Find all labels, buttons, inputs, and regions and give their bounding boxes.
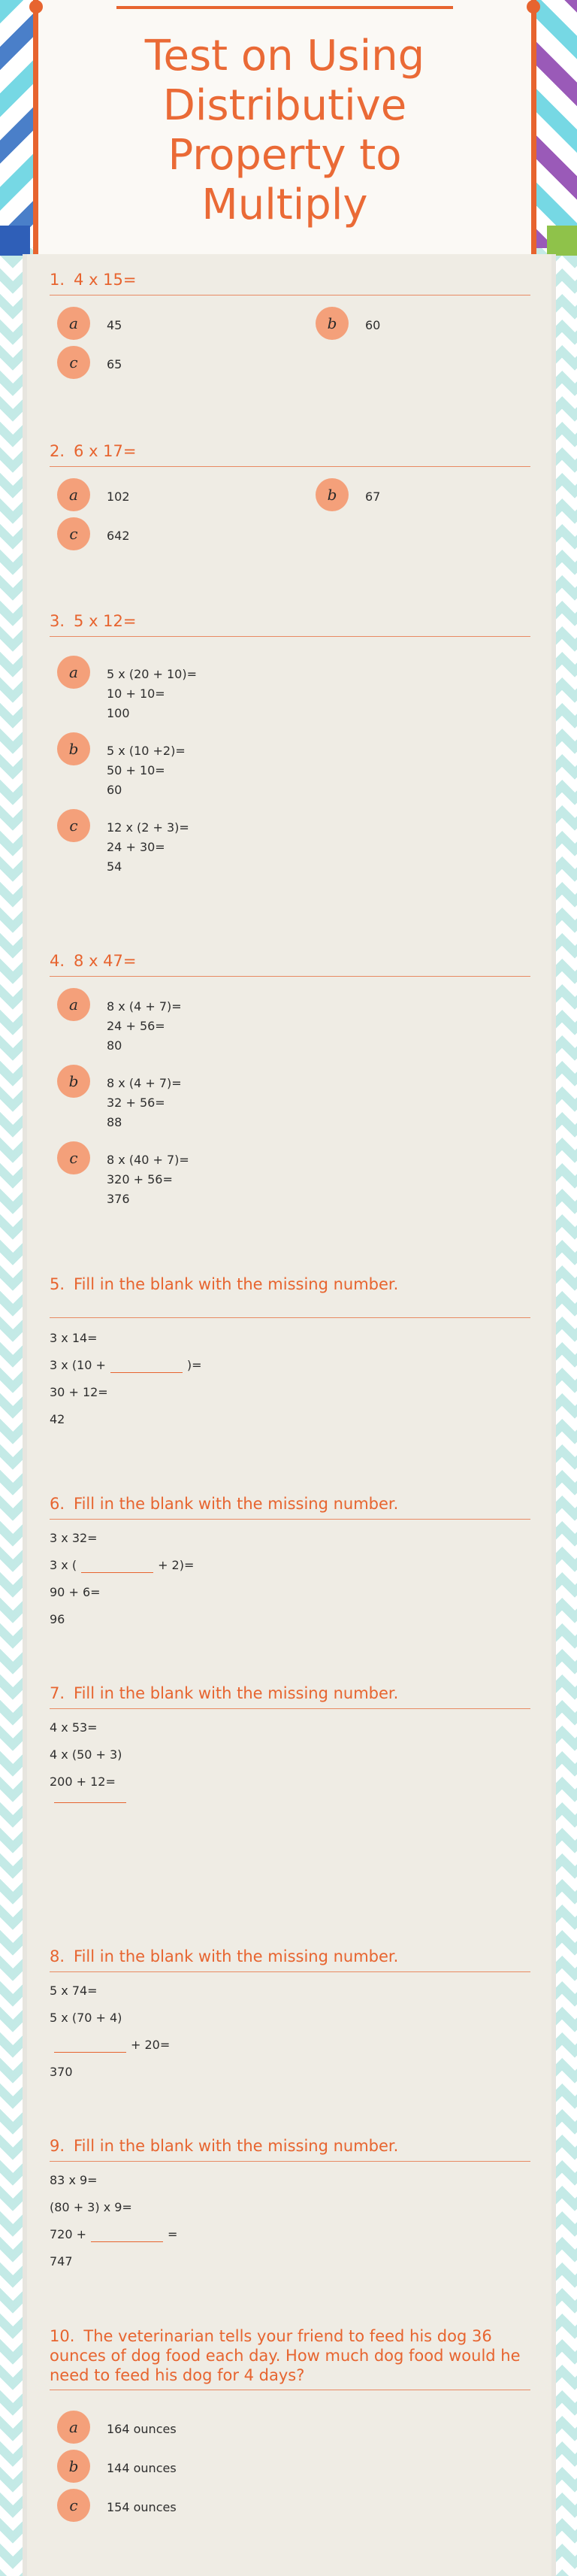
line-text: 5 x (70 + 4) bbox=[50, 2011, 122, 2025]
fill-in-blank[interactable] bbox=[54, 1796, 126, 1803]
question-3 bbox=[50, 611, 530, 874]
question-title bbox=[50, 269, 530, 295]
option-text: 45 bbox=[107, 318, 122, 332]
option-text: 164 ounces bbox=[107, 2422, 177, 2436]
option-letter-badge: b bbox=[57, 1065, 90, 1098]
option-text: 5 x (20 + 10)= 10 + 10= 100 bbox=[107, 667, 198, 720]
line-text: 4 x (50 + 3) bbox=[50, 1747, 122, 1762]
question-4 bbox=[50, 950, 530, 1206]
option-text: 8 x (4 + 7)= 32 + 56= 88 bbox=[107, 1076, 182, 1129]
question-title bbox=[50, 611, 530, 637]
work-line bbox=[50, 1406, 202, 1433]
work-line bbox=[50, 2194, 177, 2221]
line-text: 3 x (10 + bbox=[50, 1358, 106, 1372]
work-lines bbox=[50, 1525, 194, 1633]
line-text: 200 + 12= bbox=[50, 1774, 116, 1789]
line-text: 720 + bbox=[50, 2227, 87, 2241]
question-number: 8. bbox=[50, 1947, 65, 1965]
work-line bbox=[50, 1525, 194, 1552]
question-text: 4 x 15= bbox=[74, 271, 137, 289]
work-line bbox=[50, 1977, 170, 2005]
option-letter-badge: c bbox=[57, 809, 90, 842]
title-header bbox=[33, 0, 536, 256]
question-text: Fill in the blank with the missing number. bbox=[74, 2137, 399, 2155]
option-text: 154 ounces bbox=[107, 2500, 177, 2514]
work-line bbox=[50, 1325, 202, 1352]
option-letter-badge: a bbox=[57, 2411, 90, 2444]
line-text: 3 x 14= bbox=[50, 1331, 98, 1345]
line-text: 42 bbox=[50, 1412, 65, 1426]
line-text: + 2)= bbox=[158, 1558, 195, 1572]
work-line bbox=[50, 2032, 170, 2059]
question-number: 1. bbox=[50, 271, 65, 289]
work-line bbox=[50, 2221, 177, 2248]
question-number: 4. bbox=[50, 952, 65, 970]
line-text: 30 + 12= bbox=[50, 1385, 108, 1399]
fill-in-blank[interactable] bbox=[110, 1359, 183, 1373]
question-title bbox=[50, 1274, 530, 1318]
question-title bbox=[50, 2326, 530, 2390]
work-line bbox=[50, 1606, 194, 1633]
worksheet-paper bbox=[27, 254, 551, 2576]
question-number: 3. bbox=[50, 612, 65, 630]
question-1 bbox=[50, 269, 530, 371]
question-10 bbox=[50, 2326, 530, 2514]
work-line bbox=[50, 1768, 126, 1796]
question-text: 5 x 12= bbox=[74, 612, 137, 630]
fill-in-blank[interactable] bbox=[81, 1559, 153, 1573]
question-title bbox=[50, 2135, 530, 2162]
question-text: Fill in the blank with the missing number. bbox=[74, 1275, 399, 1293]
option-text: 67 bbox=[365, 489, 381, 504]
header-knob-right bbox=[527, 0, 540, 14]
line-text: 5 x 74= bbox=[50, 1984, 98, 1998]
option-letter-badge: b bbox=[57, 2450, 90, 2483]
line-text: 83 x 9= bbox=[50, 2173, 98, 2187]
question-text: Fill in the blank with the missing number. bbox=[74, 1684, 399, 1702]
option-text: 8 x (40 + 7)= 320 + 56= 376 bbox=[107, 1153, 189, 1206]
corner-accent-right bbox=[547, 226, 577, 256]
option-letter-badge: c bbox=[57, 346, 90, 379]
option-letter-badge: a bbox=[57, 478, 90, 511]
question-8 bbox=[50, 1946, 530, 2079]
line-text: + 20= bbox=[131, 2038, 171, 2052]
corner-accent-left bbox=[0, 226, 30, 256]
work-lines bbox=[50, 1325, 202, 1433]
option-text: 5 x (10 +2)= 50 + 10= 60 bbox=[107, 744, 186, 797]
option-text: 8 x (4 + 7)= 24 + 56= 80 bbox=[107, 999, 182, 1053]
option-letter-badge: c bbox=[57, 2489, 90, 2522]
line-text: 3 x 32= bbox=[50, 1531, 98, 1545]
header-rule bbox=[116, 6, 453, 9]
option-letter-badge: b bbox=[316, 307, 349, 340]
question-title bbox=[50, 950, 530, 977]
line-text: 370 bbox=[50, 2065, 73, 2079]
question-6 bbox=[50, 1493, 530, 1626]
line-text: )= bbox=[186, 1358, 202, 1372]
option-text: 144 ounces bbox=[107, 2461, 177, 2475]
work-line bbox=[50, 1714, 126, 1741]
question-number: 6. bbox=[50, 1495, 65, 1513]
option-text: 65 bbox=[107, 357, 122, 371]
question-title bbox=[50, 1493, 530, 1520]
option-text: 60 bbox=[365, 318, 381, 332]
line-text: 3 x ( bbox=[50, 1558, 77, 1572]
question-7 bbox=[50, 1683, 530, 1789]
work-line bbox=[50, 2059, 170, 2086]
work-lines bbox=[50, 1977, 170, 2086]
question-text: The veterinarian tells your friend to feed his dog 36 ounces of dog food each day. How much dog food would he need to feed his dog for 4 days? bbox=[50, 2327, 521, 2384]
question-text: 8 x 47= bbox=[74, 952, 137, 970]
work-line bbox=[50, 1352, 202, 1379]
option-letter-badge: c bbox=[57, 517, 90, 550]
option-letter-badge: a bbox=[57, 656, 90, 689]
line-text: 747 bbox=[50, 2254, 73, 2268]
line-text: (80 + 3) x 9= bbox=[50, 2200, 132, 2214]
work-line bbox=[50, 1796, 126, 1823]
question-text: Fill in the blank with the missing number. bbox=[74, 1947, 399, 1965]
option-text: 102 bbox=[107, 489, 130, 504]
option-text: 12 x (2 + 3)= 24 + 30= 54 bbox=[107, 820, 189, 874]
question-title bbox=[50, 1946, 530, 1972]
question-number: 9. bbox=[50, 2137, 65, 2155]
question-number: 5. bbox=[50, 1275, 65, 1293]
question-number: 10. bbox=[50, 2327, 75, 2345]
question-5 bbox=[50, 1274, 530, 1426]
option-text: 642 bbox=[107, 529, 130, 543]
line-text: = bbox=[168, 2227, 178, 2241]
option-letter-badge: b bbox=[316, 478, 349, 511]
work-line bbox=[50, 2248, 177, 2275]
option-letter-badge: a bbox=[57, 988, 90, 1021]
work-line bbox=[50, 2005, 170, 2032]
question-title bbox=[50, 441, 530, 467]
work-line bbox=[50, 1741, 126, 1768]
question-2 bbox=[50, 441, 530, 543]
work-line bbox=[50, 1379, 202, 1406]
option-letter-badge: a bbox=[57, 307, 90, 340]
work-lines bbox=[50, 1714, 126, 1823]
line-text: 90 + 6= bbox=[50, 1585, 101, 1599]
question-9 bbox=[50, 2135, 530, 2268]
question-number: 2. bbox=[50, 442, 65, 460]
line-text: 96 bbox=[50, 1612, 65, 1626]
work-line bbox=[50, 1579, 194, 1606]
page-title: Test on Using Distributive Property to Multiply bbox=[144, 32, 425, 229]
right-stripes-decoration bbox=[532, 0, 577, 248]
work-line bbox=[50, 2167, 177, 2194]
fill-in-blank[interactable] bbox=[54, 2039, 126, 2053]
option-letter-badge: b bbox=[57, 732, 90, 765]
line-text: 4 x 53= bbox=[50, 1720, 98, 1735]
question-title bbox=[50, 1683, 530, 1709]
fill-in-blank[interactable] bbox=[91, 2229, 163, 2242]
work-line bbox=[50, 1552, 194, 1579]
question-number: 7. bbox=[50, 1684, 65, 1702]
question-text: 6 x 17= bbox=[74, 442, 137, 460]
header-knob-left bbox=[29, 0, 43, 14]
question-text: Fill in the blank with the missing number. bbox=[74, 1495, 399, 1513]
work-lines bbox=[50, 2167, 177, 2275]
option-letter-badge: c bbox=[57, 1141, 90, 1174]
